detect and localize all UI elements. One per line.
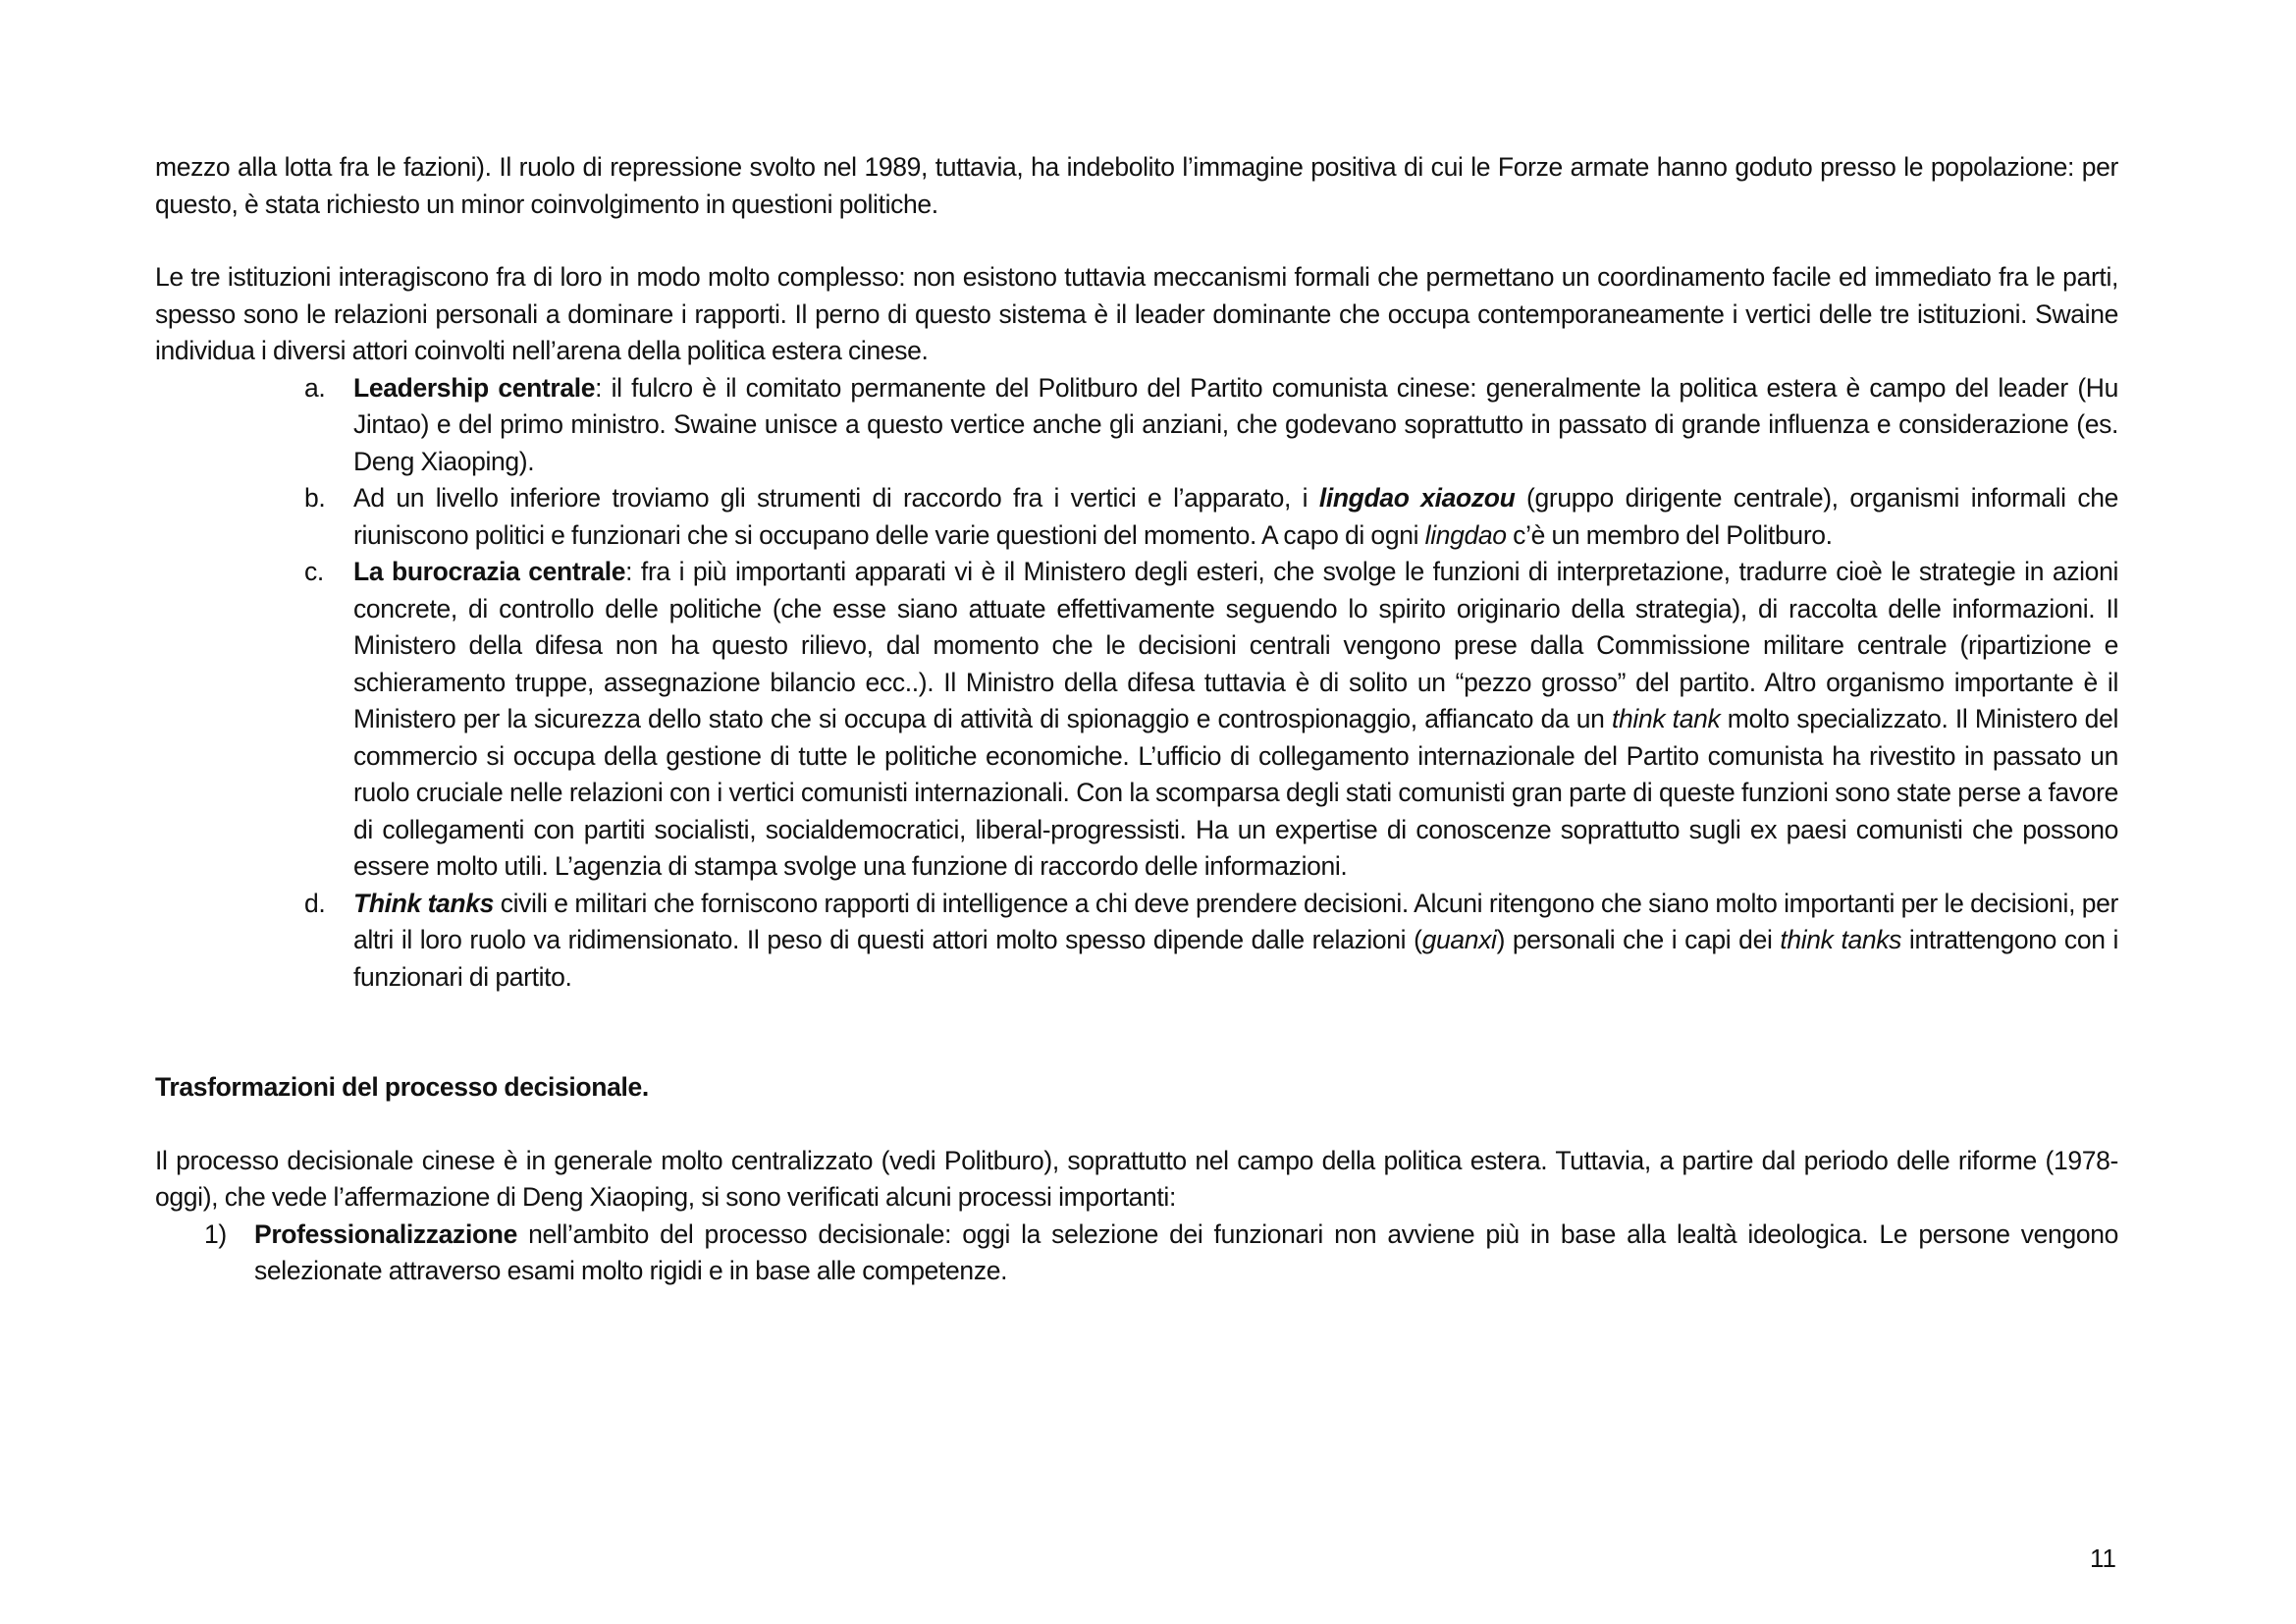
list-item-professionalizzazione [155, 1217, 2118, 1290]
list-item-think-tanks [155, 886, 2118, 997]
list-item-title: Professionalizzazione [254, 1218, 518, 1249]
section-spacer [155, 996, 2118, 1069]
paragraph-processo-decisionale: Il processo decisionale cinese è in generale molto centralizzato (vedi Politburo), soprattutto nel campo della politica estera. Tuttavia, a partire dal periodo delle riforme (1978-oggi), che vede l’affermazione di Deng Xiaoping, si sono verificati alcuni processi importanti: [155, 1145, 2118, 1212]
paragraph-spacer [155, 223, 2118, 259]
list-item-text: molto specializzato. Il Ministero del commercio si occupa della gestione di tutte le politiche economiche. L’ufficio di collegamento internazionale del Partito comunista ha rivestito in passato un ruolo cruciale nelle relazioni con i vertici comunisti internazionali. Con la scomparsa degli stati comunisti gran parte di queste funzioni sono state perse a favore di collegamenti con partiti socialisti, socialdemocratici, liberal-progressisti. Ha un expertise di conoscenze soprattutto sugli ex paesi comunisti che possono essere molto utili. L’agenzia di stampa svolge una funzione di raccordo delle informazioni. [353, 704, 2118, 881]
list-item-text: Ad un livello inferiore troviamo gli strumenti di raccordo fra i vertici e l’apparato, i [353, 483, 1319, 513]
list-item-title: La burocrazia centrale [353, 557, 626, 586]
list-item-text: intrattengono con i funzionari di partito. [353, 925, 2119, 992]
list-item-text: : il fulcro è il comitato permanente del Politburo del Partito comunista cinese: generalmente la politica estera è campo del leader (Hu Jintao) e del primo ministro. Swaine unisce a questo vertice anche gli anziani, che godevano soprattutto in passato di grande influenza e considerazione (es. Deng Xiaoping). [353, 372, 2118, 476]
page-number: 11 [2090, 1543, 2116, 1573]
paragraph-tre-istituzioni: Le tre istituzioni interagiscono fra di loro in modo molto complesso: non esistono tuttavia meccanismi formali che permettano un coordinamento facile ed immediato fra le parti, spesso sono le relazioni personali a dominare i rapporti. Il perno di questo sistema è il leader dominante che occupa contemporaneamente i vertici delle tre istituzioni. Swaine individua i diversi attori coinvolti nell’arena della politica estera cinese. [155, 262, 2118, 365]
list-item-text: : fra i più importanti apparati vi è il Ministero degli esteri, che svolge le funzioni di interpretazione, tradurre cioè le strategie in azioni concrete, di controllo delle politiche (che esse siano attuate effettivamente seguendo lo spirito originario della strategia), di raccolta delle informazioni. Il Ministero della difesa non ha questo rilievo, dal momento che le decisioni centrali vengono prese dalla Commissione militare centrale (ripartizione e schieramento truppe, assegnazione bilancio ecc..). Il Ministro della difesa tuttavia è di solito un “pezzo grosso” del partito. Altro organismo importante è il Ministero per la sicurezza dello stato che si occupa di attività di spionaggio e controspionaggio, affiancato da un [353, 557, 2119, 733]
list-marker: d. [304, 888, 326, 918]
actors-list [155, 370, 2118, 997]
list-item-text: civili e militari che forniscono rapporti di intelligence a chi deve prendere decisioni. Alcuni ritengono che siano molto importanti per le decisioni, per altri il loro ruolo va ridimensionato. Il peso di questi attori molto spesso dipende dalle relazioni ( [353, 888, 2118, 954]
list-item-title: Think tanks [353, 888, 495, 918]
italic-term: think tanks [1780, 925, 1902, 954]
list-marker: a. [304, 372, 326, 403]
list-item-text: (gruppo dirigente centrale), organismi informali che riuniscono politici e funzionari che si occupano delle varie questioni del momento. A capo di ogni [353, 483, 2118, 550]
document-page [155, 149, 2118, 1290]
list-item-text: nell’ambito del processo decisionale: oggi la selezione dei funzionari non avviene più in base alla lealtà ideologica. Le persone vengono selezionate attraverso esami molto rigidi e in base alle competenze. [254, 1218, 2118, 1285]
list-item-burocrazia-centrale [155, 554, 2118, 886]
list-marker: c. [304, 557, 324, 586]
italic-term: think tank [1612, 704, 1721, 733]
italic-term: lingdao [1424, 519, 1507, 550]
processes-list [155, 1217, 2118, 1290]
paragraph-forze-armate: mezzo alla lotta fra le fazioni). Il ruolo di repressione svolto nel 1989, tuttavia, ha indebolito l’immagine positiva di cui le Forze armate hanno goduto presso le popolazione: per questo, è stata richiesto un minor coinvolgimento in questioni politiche. [155, 152, 2118, 219]
italic-term: lingdao xiaozou [1318, 483, 1516, 513]
list-marker: b. [304, 483, 326, 513]
list-item-text: c’è un membro del Politburo. [1506, 519, 1833, 550]
list-item-lingdao-xiaozou [155, 480, 2118, 554]
paragraph-spacer [155, 1107, 2118, 1143]
italic-term: guanxi [1421, 925, 1497, 954]
list-item-text: ) personali che i capi dei [1496, 925, 1781, 954]
list-marker: 1) [204, 1218, 227, 1249]
section-heading: Trasformazioni del processo decisionale. [155, 1072, 649, 1102]
list-item-leadership-centrale [155, 370, 2118, 481]
list-item-title: Leadership centrale [353, 372, 596, 403]
